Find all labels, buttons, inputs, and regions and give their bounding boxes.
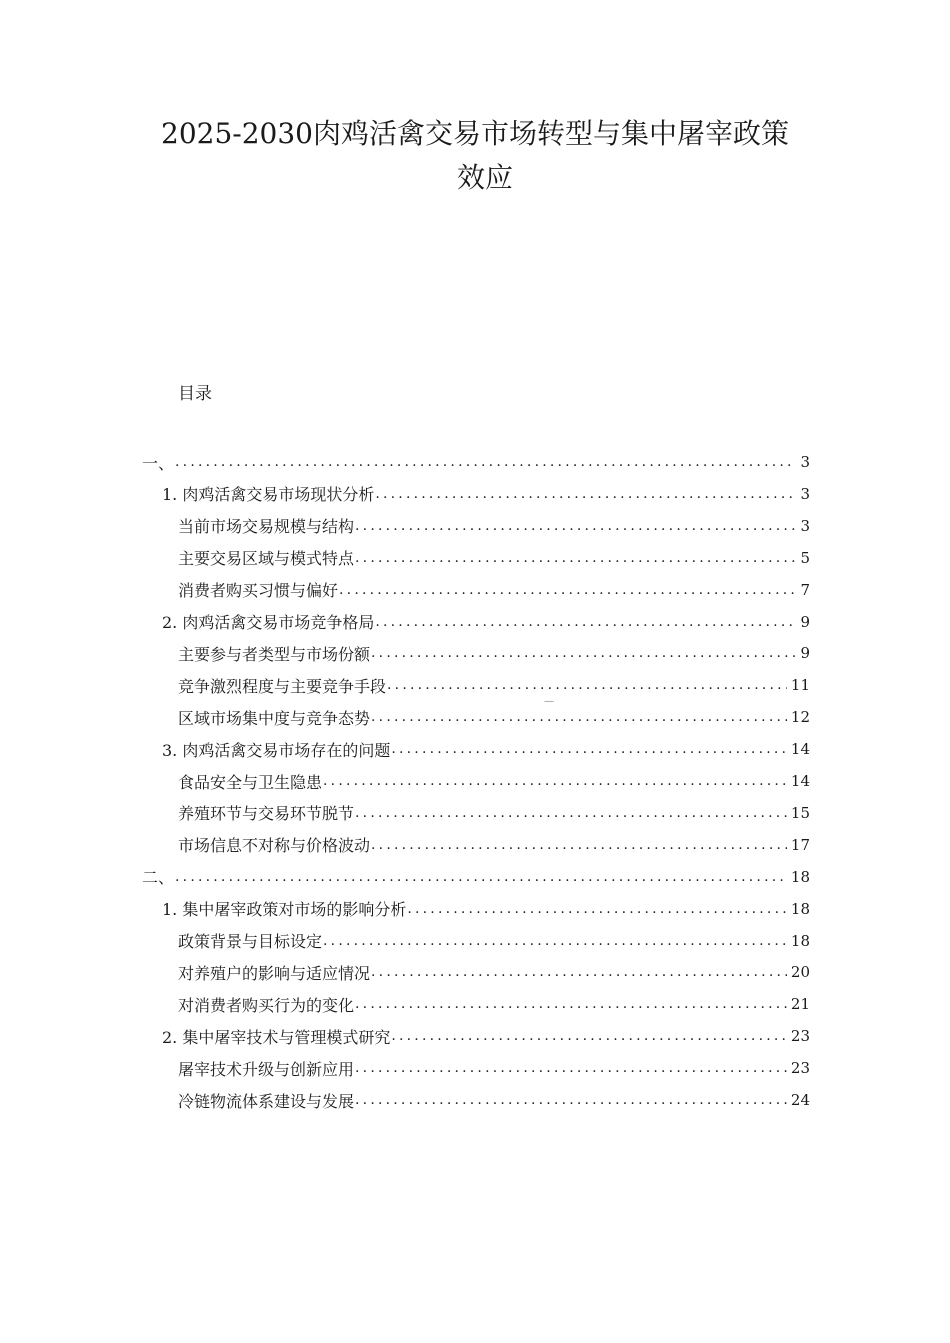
- toc-entry[interactable]: [162, 478, 810, 510]
- toc-entry-page-number: 23: [790, 1059, 810, 1078]
- toc-dot-leader: [175, 454, 796, 470]
- toc-entry-page-number: 23: [790, 1027, 810, 1046]
- toc-entry-title: 消费者购买习惯与偏好: [178, 581, 339, 601]
- toc-entry-title: 市场信息不对称与价格波动: [178, 836, 371, 856]
- toc-entry-title: 二、: [142, 868, 175, 888]
- toc-dot-leader: [175, 869, 787, 885]
- toc-entry-title: 政策背景与目标设定: [178, 932, 323, 951]
- toc-entry-page-number: 5: [800, 548, 810, 567]
- toc-dot-leader: [407, 901, 787, 917]
- toc-dot-leader: [391, 741, 787, 757]
- toc-dot-leader: [375, 486, 796, 502]
- toc-entry-title: 主要交易区域与模式特点: [178, 549, 355, 569]
- toc-dot-leader: [323, 933, 787, 949]
- toc-dot-leader: [391, 1028, 787, 1044]
- toc-dot-leader: [371, 645, 796, 661]
- toc-entry-title: 1. 集中屠宰政策对市场的影响分析: [162, 900, 407, 920]
- toc-entry-title: 当前市场交易规模与结构: [178, 517, 355, 537]
- toc-dot-leader: [355, 1092, 787, 1108]
- toc-entry-page-number: 24: [790, 1091, 810, 1109]
- toc-entry-page-number: 3: [800, 516, 810, 535]
- toc-entry[interactable]: [178, 1084, 810, 1116]
- toc-dot-leader: [375, 614, 796, 630]
- toc-dot-leader: [371, 709, 787, 725]
- toc-entry[interactable]: [178, 956, 810, 988]
- toc-entry-page-number: 3: [800, 453, 810, 471]
- toc-dot-leader: [339, 582, 796, 598]
- toc-entry-title: 屠宰技术升级与创新应用: [178, 1059, 355, 1079]
- document-title-line-2: 效应: [456, 161, 513, 194]
- toc-entry[interactable]: [142, 861, 810, 893]
- toc-dot-leader: [371, 837, 787, 853]
- toc-entry[interactable]: [162, 606, 810, 638]
- toc-entry-title: 2. 集中屠宰技术与管理模式研究: [162, 1027, 391, 1047]
- toc-entry[interactable]: [178, 988, 810, 1020]
- toc-heading: 目录: [178, 384, 212, 404]
- document-title: [0, 112, 950, 200]
- toc-entry-page-number: 18: [790, 899, 810, 918]
- document-title-line-1: 2025-2030肉鸡活禽交易市场转型与集中屠宰政策: [161, 117, 789, 150]
- toc-dot-leader: [387, 677, 787, 693]
- toc-entry[interactable]: [178, 510, 810, 542]
- toc-entry-title: 养殖环节与交易环节脱节: [178, 804, 355, 824]
- toc-entry-page-number: 11: [790, 676, 810, 695]
- toc-dot-leader: [371, 964, 787, 980]
- toc-entry[interactable]: [178, 925, 810, 957]
- toc-entry-page-number: 17: [790, 835, 810, 854]
- toc-entry-title: 竞争激烈程度与主要竞争手段: [178, 676, 387, 696]
- toc-entry-title: 主要参与者类型与市场份额: [178, 644, 371, 664]
- toc-entry-page-number: 9: [800, 644, 810, 663]
- toc-entry-page-number: 20: [790, 963, 810, 982]
- toc-entry[interactable]: [142, 446, 810, 478]
- toc-entry-page-number: 14: [790, 772, 810, 790]
- toc-entry[interactable]: [162, 893, 810, 925]
- toc-entry[interactable]: [162, 1020, 810, 1052]
- page-marker: —: [544, 696, 554, 707]
- toc-entry[interactable]: [178, 542, 810, 574]
- toc-entry-page-number: 18: [790, 867, 810, 886]
- toc-entry-page-number: 12: [790, 708, 810, 727]
- toc-entry[interactable]: [162, 733, 810, 765]
- toc-entry[interactable]: [178, 574, 810, 606]
- toc-entry-page-number: 15: [790, 803, 810, 822]
- toc-entry-title: 区域市场集中度与竞争态势: [178, 708, 371, 728]
- toc-dot-leader: [355, 996, 787, 1012]
- toc-entry[interactable]: [178, 701, 810, 733]
- toc-entry-title: 1. 肉鸡活禽交易市场现状分析: [162, 485, 375, 505]
- toc-dot-leader: [355, 805, 787, 821]
- toc-entry-title: 2. 肉鸡活禽交易市场竞争格局: [162, 613, 375, 632]
- toc-entry[interactable]: [178, 797, 810, 829]
- toc-entry-title: 对养殖户的影响与适应情况: [178, 963, 371, 983]
- toc-entry[interactable]: [178, 1052, 810, 1084]
- toc-entry-page-number: 7: [800, 580, 810, 599]
- toc-entry-title: 食品安全与卫生隐患: [178, 772, 323, 792]
- toc-entry-page-number: 21: [790, 995, 810, 1014]
- toc-entry-page-number: 3: [800, 484, 810, 503]
- toc-entry-title: 冷链物流体系建设与发展: [178, 1091, 355, 1111]
- toc-dot-leader: [355, 1060, 787, 1076]
- toc-entry-page-number: 14: [790, 740, 810, 759]
- toc-entry[interactable]: [178, 669, 810, 701]
- toc-entry-page-number: 9: [800, 612, 810, 631]
- toc-entry-title: 3. 肉鸡活禽交易市场存在的问题: [162, 740, 391, 760]
- toc-entry[interactable]: [178, 829, 810, 861]
- toc-entry-page-number: 18: [790, 931, 810, 950]
- toc-dot-leader: [323, 773, 787, 789]
- toc-entry[interactable]: [178, 765, 810, 797]
- toc-dot-leader: [355, 518, 796, 534]
- toc-entry-title: 对消费者购买行为的变化: [178, 995, 355, 1015]
- toc-entry-title: 一、: [142, 453, 175, 473]
- toc-dot-leader: [355, 550, 796, 566]
- toc-entry[interactable]: [178, 637, 810, 669]
